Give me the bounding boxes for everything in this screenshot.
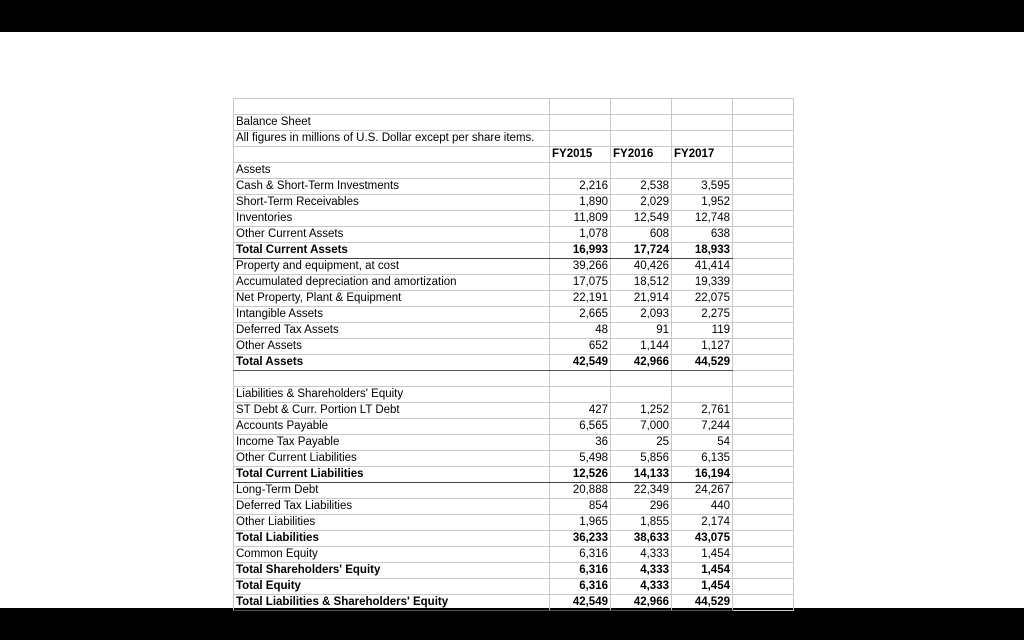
value-cell[interactable]: 12,549 bbox=[611, 211, 672, 227]
value-cell[interactable]: 12,526 bbox=[550, 467, 611, 483]
value-cell[interactable]: 2,538 bbox=[611, 179, 672, 195]
cell[interactable] bbox=[611, 163, 672, 179]
cell[interactable] bbox=[733, 227, 794, 243]
value-cell[interactable]: 5,856 bbox=[611, 451, 672, 467]
table-row bbox=[234, 595, 794, 611]
cell[interactable] bbox=[733, 515, 794, 531]
table-row bbox=[234, 227, 794, 243]
table-row bbox=[234, 579, 794, 595]
value-cell[interactable]: 2,665 bbox=[550, 307, 611, 323]
row-label[interactable]: Total Equity bbox=[234, 579, 550, 595]
value-cell[interactable]: 38,633 bbox=[611, 531, 672, 547]
cell[interactable] bbox=[733, 259, 794, 275]
value-cell[interactable]: 1,454 bbox=[672, 579, 733, 595]
value-cell[interactable]: 41,414 bbox=[672, 259, 733, 275]
value-cell[interactable]: 25 bbox=[611, 435, 672, 451]
cell[interactable] bbox=[733, 499, 794, 515]
year-header-2015[interactable]: FY2015 bbox=[550, 147, 611, 163]
value-cell[interactable]: 608 bbox=[611, 227, 672, 243]
cell[interactable] bbox=[672, 371, 733, 387]
value-cell[interactable]: 2,216 bbox=[550, 179, 611, 195]
table-row bbox=[234, 483, 794, 499]
row-label[interactable]: Total Shareholders' Equity bbox=[234, 563, 550, 579]
value-cell[interactable]: 1,855 bbox=[611, 515, 672, 531]
assets-header-row bbox=[234, 163, 794, 179]
value-cell[interactable]: 18,512 bbox=[611, 275, 672, 291]
value-cell[interactable]: 36 bbox=[550, 435, 611, 451]
sheet-subtitle[interactable]: All figures in millions of U.S. Dollar except per share items. bbox=[234, 131, 550, 147]
value-cell[interactable]: 17,075 bbox=[550, 275, 611, 291]
value-cell[interactable]: 1,078 bbox=[550, 227, 611, 243]
row-label[interactable]: Intangible Assets bbox=[234, 307, 550, 323]
value-cell[interactable]: 39,266 bbox=[550, 259, 611, 275]
value-cell[interactable]: 1,965 bbox=[550, 515, 611, 531]
cell[interactable] bbox=[733, 467, 794, 483]
value-cell[interactable]: 12,748 bbox=[672, 211, 733, 227]
table-row bbox=[234, 547, 794, 563]
value-cell[interactable]: 638 bbox=[672, 227, 733, 243]
value-cell[interactable]: 11,809 bbox=[550, 211, 611, 227]
value-cell[interactable]: 3,595 bbox=[672, 179, 733, 195]
cell[interactable] bbox=[672, 387, 733, 403]
value-cell[interactable]: 42,549 bbox=[550, 355, 611, 371]
cell[interactable] bbox=[733, 563, 794, 579]
cell[interactable] bbox=[234, 99, 550, 115]
value-cell[interactable]: 42,966 bbox=[611, 595, 672, 611]
assets-section-header[interactable]: Assets bbox=[234, 163, 550, 179]
cell[interactable] bbox=[733, 323, 794, 339]
value-cell[interactable]: 7,000 bbox=[611, 419, 672, 435]
value-cell[interactable]: 18,933 bbox=[672, 243, 733, 259]
balance-sheet-body bbox=[234, 99, 794, 611]
table-row bbox=[234, 243, 794, 259]
subtitle-row bbox=[234, 131, 794, 147]
cell[interactable] bbox=[733, 595, 794, 611]
sheet-title[interactable]: Balance Sheet bbox=[234, 115, 550, 131]
table-row bbox=[234, 179, 794, 195]
cell[interactable] bbox=[733, 291, 794, 307]
cell[interactable] bbox=[672, 131, 733, 147]
cell[interactable] bbox=[733, 179, 794, 195]
cell[interactable] bbox=[672, 115, 733, 131]
value-cell[interactable]: 40,426 bbox=[611, 259, 672, 275]
table-row bbox=[234, 451, 794, 467]
cell[interactable] bbox=[550, 387, 611, 403]
table-row bbox=[234, 339, 794, 355]
value-cell[interactable]: 4,333 bbox=[611, 547, 672, 563]
table-row bbox=[234, 195, 794, 211]
table-row bbox=[234, 531, 794, 547]
row-label[interactable]: Common Equity bbox=[234, 547, 550, 563]
cell[interactable] bbox=[234, 147, 550, 163]
row-label[interactable]: Short-Term Receivables bbox=[234, 195, 550, 211]
value-cell[interactable]: 2,093 bbox=[611, 307, 672, 323]
row-label[interactable]: Other Assets bbox=[234, 339, 550, 355]
spreadsheet-area bbox=[0, 32, 1024, 608]
value-cell[interactable]: 16,993 bbox=[550, 243, 611, 259]
table-row bbox=[234, 419, 794, 435]
cell[interactable] bbox=[611, 115, 672, 131]
value-cell[interactable]: 6,316 bbox=[550, 547, 611, 563]
cell[interactable] bbox=[672, 99, 733, 115]
value-cell[interactable]: 1,144 bbox=[611, 339, 672, 355]
year-header-2017[interactable]: FY2017 bbox=[672, 147, 733, 163]
value-cell[interactable]: 4,333 bbox=[611, 563, 672, 579]
table-row bbox=[234, 323, 794, 339]
value-cell[interactable]: 1,890 bbox=[550, 195, 611, 211]
table-row bbox=[234, 515, 794, 531]
value-cell[interactable]: 1,952 bbox=[672, 195, 733, 211]
row-label[interactable]: Deferred Tax Assets bbox=[234, 323, 550, 339]
cell[interactable] bbox=[733, 195, 794, 211]
value-cell[interactable]: 54 bbox=[672, 435, 733, 451]
cell[interactable] bbox=[733, 147, 794, 163]
table-row bbox=[234, 291, 794, 307]
row-label[interactable]: Total Current Liabilities bbox=[234, 467, 550, 483]
value-cell[interactable]: 22,349 bbox=[611, 483, 672, 499]
cell[interactable] bbox=[234, 371, 550, 387]
cell[interactable] bbox=[733, 275, 794, 291]
cell[interactable] bbox=[733, 547, 794, 563]
value-cell[interactable]: 6,565 bbox=[550, 419, 611, 435]
value-cell[interactable]: 44,529 bbox=[672, 355, 733, 371]
value-cell[interactable]: 6,316 bbox=[550, 563, 611, 579]
value-cell[interactable]: 22,191 bbox=[550, 291, 611, 307]
value-cell[interactable]: 296 bbox=[611, 499, 672, 515]
row-label[interactable]: Other Liabilities bbox=[234, 515, 550, 531]
cell[interactable] bbox=[733, 371, 794, 387]
row-label[interactable]: Total Assets bbox=[234, 355, 550, 371]
spacer-row bbox=[234, 371, 794, 387]
value-cell[interactable]: 91 bbox=[611, 323, 672, 339]
cell[interactable] bbox=[611, 131, 672, 147]
row-label[interactable]: Income Tax Payable bbox=[234, 435, 550, 451]
cell[interactable] bbox=[733, 483, 794, 499]
value-cell[interactable]: 1,127 bbox=[672, 339, 733, 355]
value-cell[interactable]: 17,724 bbox=[611, 243, 672, 259]
cell[interactable] bbox=[733, 403, 794, 419]
value-cell[interactable]: 19,339 bbox=[672, 275, 733, 291]
value-cell[interactable]: 2,029 bbox=[611, 195, 672, 211]
cell[interactable] bbox=[733, 307, 794, 323]
value-cell[interactable]: 440 bbox=[672, 499, 733, 515]
row-label[interactable]: Cash & Short-Term Investments bbox=[234, 179, 550, 195]
cell[interactable] bbox=[550, 131, 611, 147]
cell[interactable] bbox=[733, 163, 794, 179]
row-label[interactable]: Accounts Payable bbox=[234, 419, 550, 435]
table-row bbox=[234, 259, 794, 275]
cell[interactable] bbox=[733, 579, 794, 595]
value-cell[interactable]: 2,275 bbox=[672, 307, 733, 323]
value-cell[interactable]: 43,075 bbox=[672, 531, 733, 547]
cell[interactable] bbox=[733, 131, 794, 147]
value-cell[interactable]: 36,233 bbox=[550, 531, 611, 547]
cell[interactable] bbox=[733, 387, 794, 403]
year-header-2016[interactable]: FY2016 bbox=[611, 147, 672, 163]
value-cell[interactable]: 5,498 bbox=[550, 451, 611, 467]
row-label[interactable]: Long-Term Debt bbox=[234, 483, 550, 499]
blank-row bbox=[234, 99, 794, 115]
cell[interactable] bbox=[733, 531, 794, 547]
cell[interactable] bbox=[733, 419, 794, 435]
cell[interactable] bbox=[733, 243, 794, 259]
value-cell[interactable]: 1,454 bbox=[672, 563, 733, 579]
value-cell[interactable]: 2,174 bbox=[672, 515, 733, 531]
title-row bbox=[234, 115, 794, 131]
value-cell[interactable]: 1,252 bbox=[611, 403, 672, 419]
liabilities-section-header[interactable]: Liabilities & Shareholders' Equity bbox=[234, 387, 550, 403]
cell[interactable] bbox=[611, 99, 672, 115]
table-row bbox=[234, 307, 794, 323]
cell[interactable] bbox=[611, 387, 672, 403]
table-row bbox=[234, 211, 794, 227]
row-label[interactable]: Property and equipment, at cost bbox=[234, 259, 550, 275]
table-row bbox=[234, 499, 794, 515]
row-label[interactable]: Other Current Liabilities bbox=[234, 451, 550, 467]
cell[interactable] bbox=[733, 99, 794, 115]
cell[interactable] bbox=[550, 163, 611, 179]
value-cell[interactable]: 14,133 bbox=[611, 467, 672, 483]
value-cell[interactable]: 7,244 bbox=[672, 419, 733, 435]
table-row bbox=[234, 355, 794, 371]
value-cell[interactable]: 6,316 bbox=[550, 579, 611, 595]
cell[interactable] bbox=[550, 115, 611, 131]
table-row bbox=[234, 275, 794, 291]
row-label[interactable]: Total Current Assets bbox=[234, 243, 550, 259]
cell[interactable] bbox=[733, 211, 794, 227]
row-label[interactable]: Net Property, Plant & Equipment bbox=[234, 291, 550, 307]
value-cell[interactable]: 21,914 bbox=[611, 291, 672, 307]
row-label[interactable]: Deferred Tax Liabilities bbox=[234, 499, 550, 515]
value-cell[interactable]: 119 bbox=[672, 323, 733, 339]
value-cell[interactable]: 4,333 bbox=[611, 579, 672, 595]
value-cell[interactable]: 48 bbox=[550, 323, 611, 339]
table-row bbox=[234, 403, 794, 419]
cell[interactable] bbox=[672, 163, 733, 179]
value-cell[interactable]: 42,549 bbox=[550, 595, 611, 611]
liabilities-header-row bbox=[234, 387, 794, 403]
value-cell[interactable]: 1,454 bbox=[672, 547, 733, 563]
value-cell[interactable]: 854 bbox=[550, 499, 611, 515]
cell[interactable] bbox=[550, 371, 611, 387]
value-cell[interactable]: 16,194 bbox=[672, 467, 733, 483]
row-label[interactable]: ST Debt & Curr. Portion LT Debt bbox=[234, 403, 550, 419]
row-label[interactable]: Total Liabilities & Shareholders' Equity bbox=[234, 595, 550, 611]
cell[interactable] bbox=[733, 435, 794, 451]
cell[interactable] bbox=[611, 371, 672, 387]
cell[interactable] bbox=[550, 99, 611, 115]
row-label[interactable]: Other Current Assets bbox=[234, 227, 550, 243]
value-cell[interactable]: 44,529 bbox=[672, 595, 733, 611]
table-row bbox=[234, 563, 794, 579]
cell[interactable] bbox=[733, 115, 794, 131]
table-row bbox=[234, 435, 794, 451]
row-label[interactable]: Inventories bbox=[234, 211, 550, 227]
value-cell[interactable]: 2,761 bbox=[672, 403, 733, 419]
value-cell[interactable]: 42,966 bbox=[611, 355, 672, 371]
cell[interactable] bbox=[733, 451, 794, 467]
cell[interactable] bbox=[733, 339, 794, 355]
balance-sheet-table bbox=[233, 98, 794, 611]
value-cell[interactable]: 22,075 bbox=[672, 291, 733, 307]
row-label[interactable]: Accumulated depreciation and amortization bbox=[234, 275, 550, 291]
row-label[interactable]: Total Liabilities bbox=[234, 531, 550, 547]
table-row bbox=[234, 467, 794, 483]
cell[interactable] bbox=[733, 355, 794, 371]
value-cell[interactable]: 652 bbox=[550, 339, 611, 355]
value-cell[interactable]: 427 bbox=[550, 403, 611, 419]
value-cell[interactable]: 24,267 bbox=[672, 483, 733, 499]
value-cell[interactable]: 6,135 bbox=[672, 451, 733, 467]
year-header-row bbox=[234, 147, 794, 163]
value-cell[interactable]: 20,888 bbox=[550, 483, 611, 499]
